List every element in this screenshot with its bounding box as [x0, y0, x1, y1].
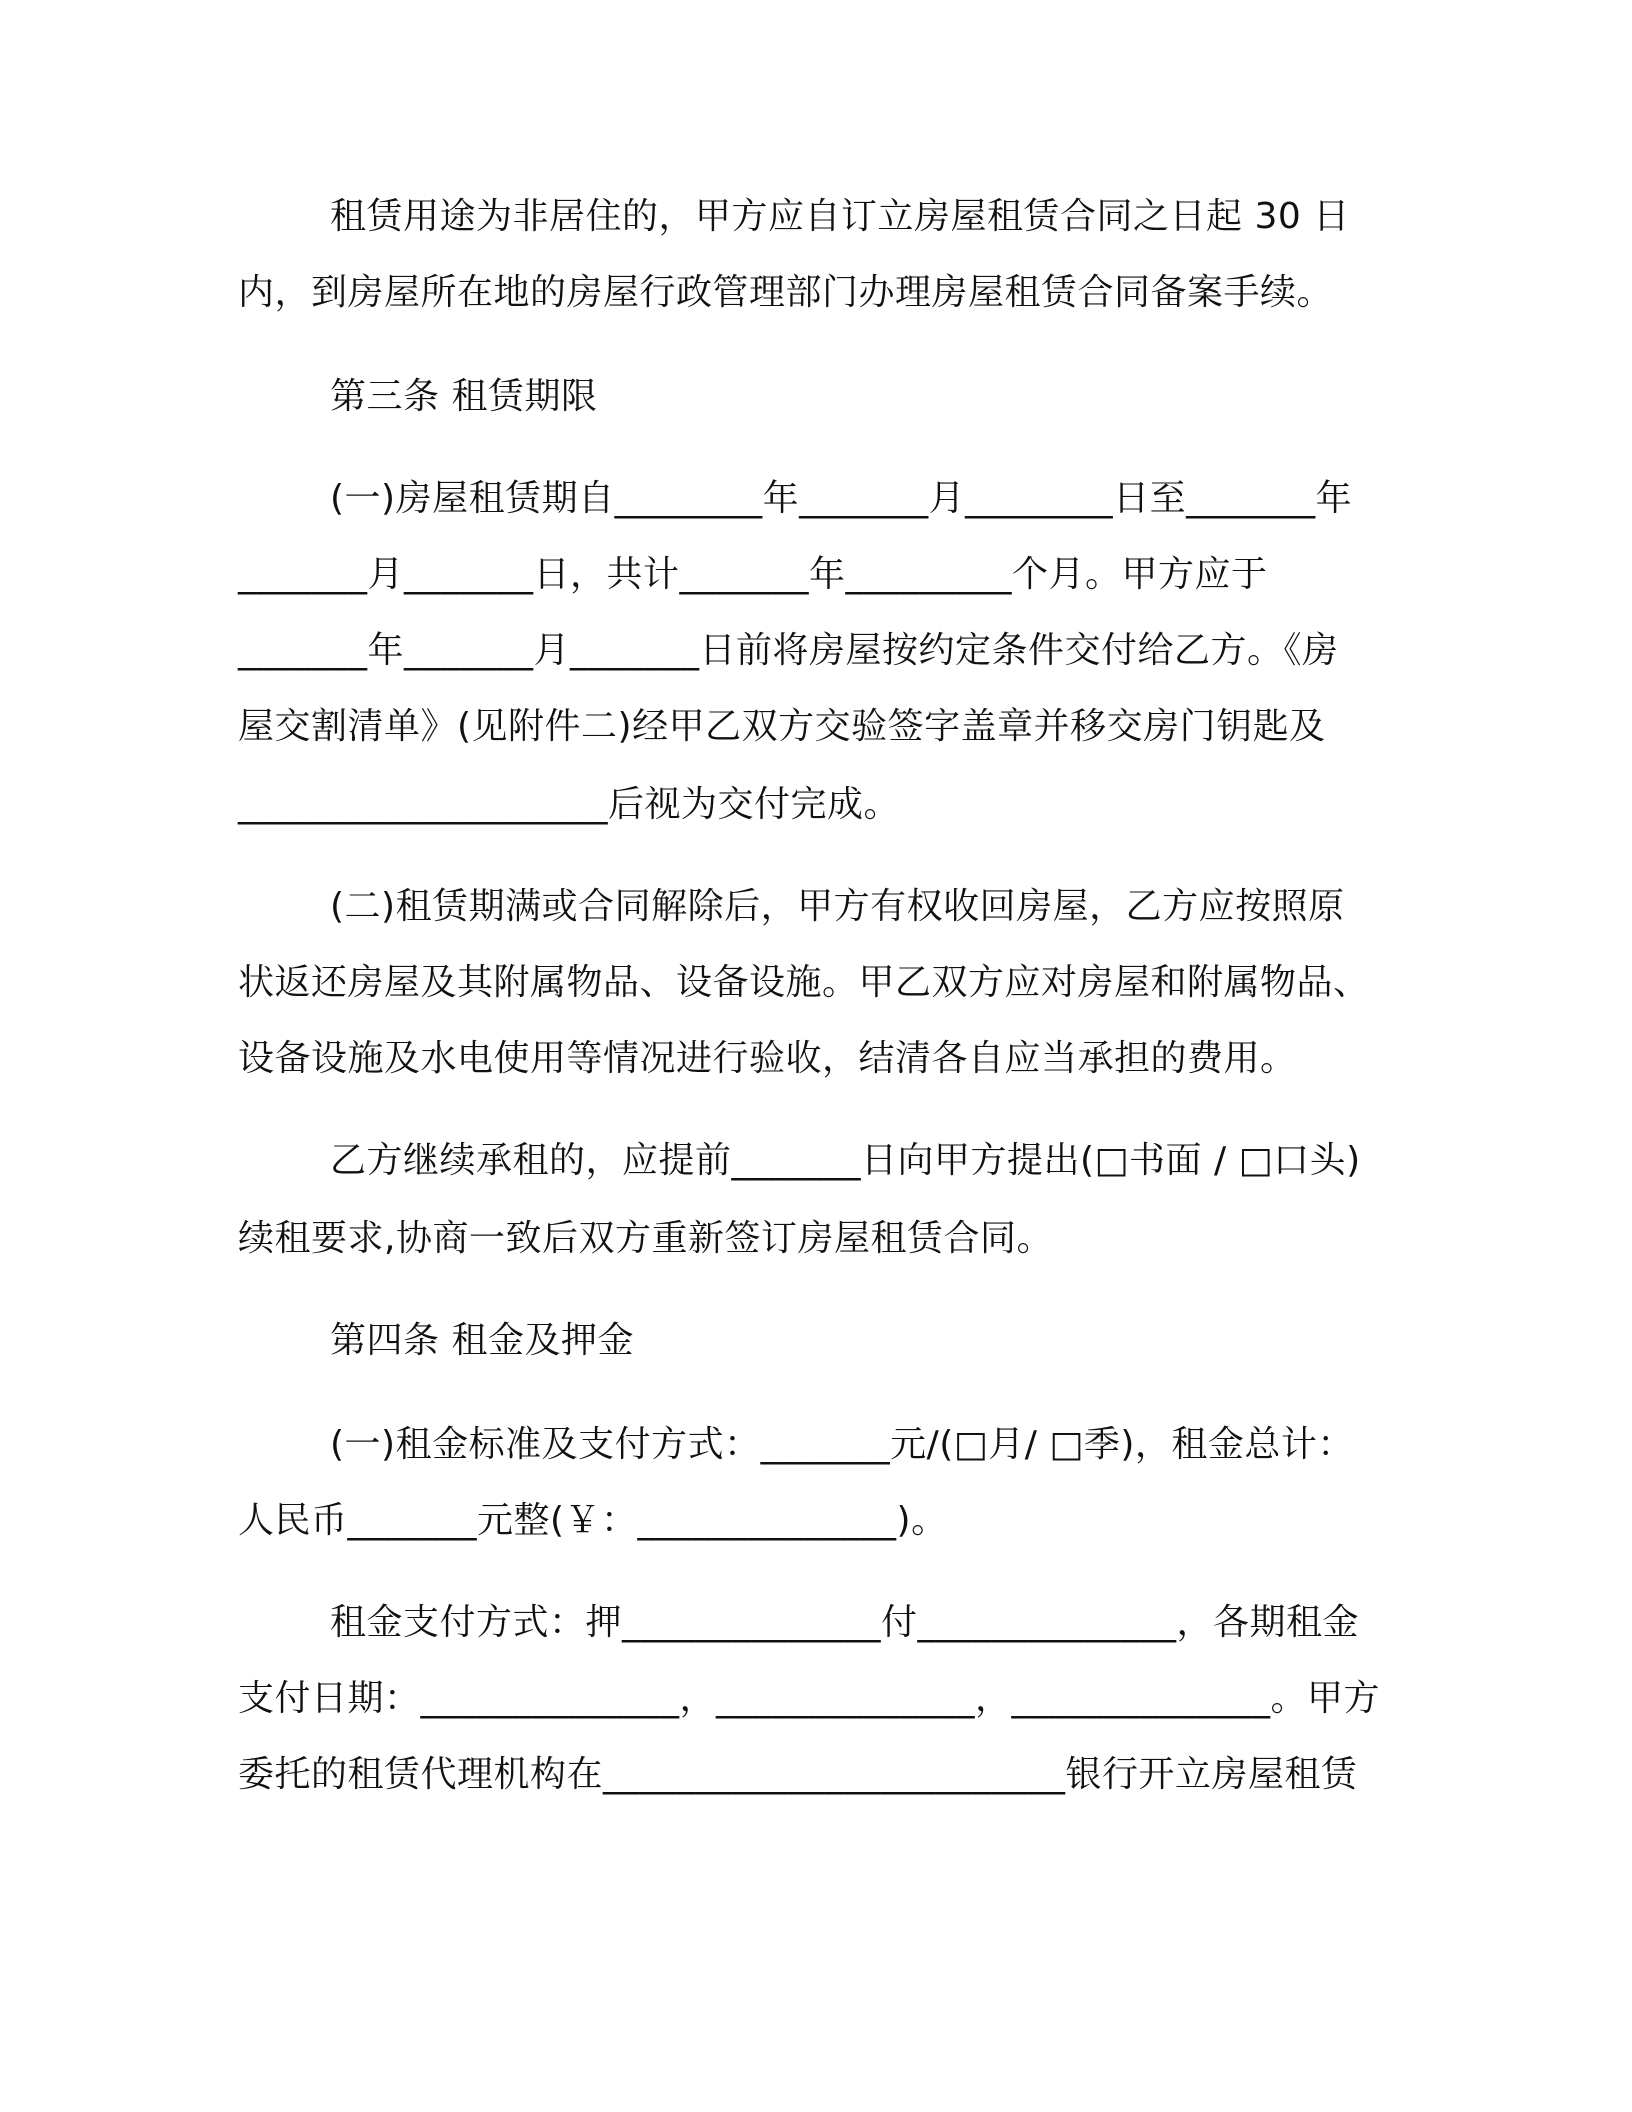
payment-line-3: 委托的租赁代理机构在_________________________银行开立房屋租赁 [238, 1754, 1358, 1795]
article-3-item-1-line-3: _______年_______月_______日前将房屋按约定条件交付给乙方。《房 [238, 630, 1339, 671]
article-4-item-1-line-2: 人民币_______元整(￥：______________)。 [238, 1500, 948, 1541]
article-3-item-1-line-5: ____________________后视为交付完成。 [238, 784, 901, 825]
article-3-item-2-line-3: 设备设施及水电使用等情况进行验收，结清各自应当承担的费用。 [238, 1038, 1297, 1079]
article-3-item-1-line-4: 屋交割清单》(见附件二)经甲乙双方交验签字盖章并移交房门钥匙及 [238, 706, 1326, 747]
article-4-heading: 第四条 租金及押金 [330, 1320, 634, 1361]
payment-line-1: 租金支付方式：押______________付______________，各期租金 [330, 1602, 1360, 1643]
renewal-line-1: 乙方继续承租的，应提前_______日向甲方提出(□书面 / □口头) [330, 1140, 1361, 1181]
article-3-item-1-line-1: (一)房屋租赁期自________年_______月________日至_______年 [330, 478, 1353, 519]
article-3-item-2-line-2: 状返还房屋及其附属物品、设备设施。甲乙双方应对房屋和附属物品、 [238, 962, 1370, 1003]
article-4-item-1-line-1: (一)租金标准及支付方式：_______元/(□月/ □季)，租金总计： [330, 1424, 1354, 1465]
article-3-item-2-line-1: (二)租赁期满或合同解除后，甲方有权收回房屋，乙方应按照原 [330, 886, 1345, 927]
paragraph-1-line-1: 租赁用途为非居住的，甲方应自订立房屋租赁合同之日起 30 日 [330, 196, 1350, 237]
paragraph-1-line-2: 内，到房屋所在地的房屋行政管理部门办理房屋租赁合同备案手续。 [238, 272, 1334, 313]
article-3-heading: 第三条 租赁期限 [330, 376, 598, 417]
article-3-item-1-line-2: _______月_______日，共计_______年_________个月。甲方应于 [238, 554, 1268, 595]
renewal-line-2: 续租要求,协商一致后双方重新签订房屋租赁合同。 [238, 1218, 1053, 1259]
payment-line-2: 支付日期：______________，______________，______________。甲方 [238, 1678, 1380, 1719]
